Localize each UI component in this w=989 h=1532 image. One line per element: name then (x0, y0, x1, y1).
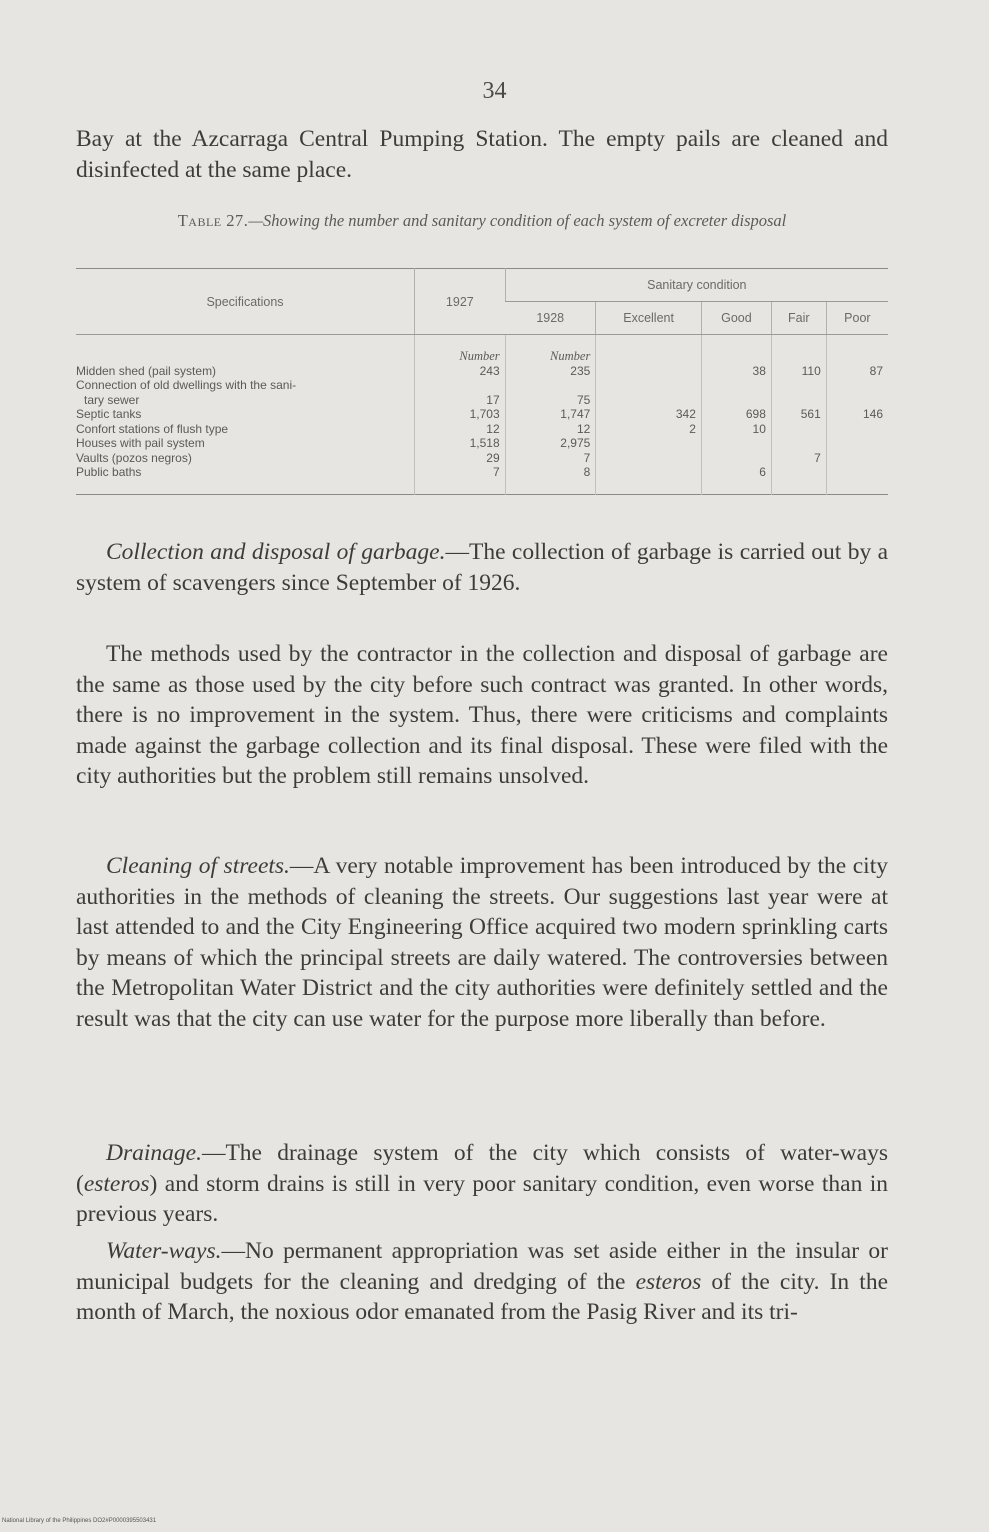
row-spec: Septic tanks (76, 407, 142, 421)
esteros-term: esteros (83, 1170, 150, 1197)
unit-label-1927: Number (415, 335, 506, 364)
table-row (76, 378, 888, 393)
cell-1927: 1,703 (415, 407, 506, 422)
drainage-heading: Drainage. (106, 1140, 202, 1166)
table-row (76, 465, 888, 494)
cell-fair: 561 (771, 407, 826, 422)
streets-heading: Cleaning of streets. (106, 853, 290, 879)
garbage-paragraph (76, 537, 888, 598)
cell-1928: 12 (505, 422, 596, 437)
esteros-term: esteros (635, 1268, 702, 1295)
cell-excellent: 342 (596, 407, 702, 422)
garbage-heading: Collection and disposal of garbage. (106, 539, 446, 565)
col-header-specifications: Specifications (76, 269, 415, 335)
cell-excellent (596, 436, 702, 451)
cell-good (701, 436, 771, 451)
table-row (76, 407, 888, 422)
cell-poor (826, 393, 888, 408)
cell-1927: 12 (415, 422, 506, 437)
cell-excellent (596, 364, 702, 379)
cell-1927 (415, 378, 506, 393)
cell-excellent (596, 393, 702, 408)
cell-poor (826, 451, 888, 466)
cell-1927: 17 (415, 393, 506, 408)
cell-poor: 146 (826, 407, 888, 422)
col-header-1927: 1927 (415, 269, 506, 335)
cell-fair (771, 465, 826, 494)
cell-1927: 1,518 (415, 436, 506, 451)
cell-fair (771, 436, 826, 451)
cell-1928: 75 (505, 393, 596, 408)
page-number: 34 (482, 78, 507, 104)
table-row (76, 422, 888, 437)
cell-poor: 87 (826, 364, 888, 379)
footer-watermark: National Library of the Philippines DO2#P0000395503431 (2, 1518, 157, 1524)
cell-good (701, 378, 771, 393)
garbage-text: —The collection of garbage is carried out by a system of scavengers since September of 1926. (76, 539, 889, 596)
cell-1927: 243 (415, 364, 506, 379)
cell-good (701, 393, 771, 408)
cell-fair: 7 (771, 451, 826, 466)
row-spec: Connection of old dwellings with the sani- (76, 378, 297, 392)
cell-good: 10 (701, 422, 771, 437)
sanitary-condition-table (76, 268, 888, 495)
cell-fair: 110 (771, 364, 826, 379)
col-header-poor: Poor (826, 302, 888, 335)
col-header-fair: Fair (771, 302, 826, 335)
cell-excellent (596, 465, 702, 494)
cell-1927: 7 (415, 465, 506, 494)
table-row (76, 364, 888, 379)
cell-fair (771, 422, 826, 437)
methods-paragraph (76, 639, 888, 792)
cell-good: 698 (701, 407, 771, 422)
cell-1928: 235 (505, 364, 596, 379)
col-header-excellent: Excellent (596, 302, 702, 335)
cell-poor (826, 378, 888, 393)
row-spec: Midden shed (pail system) (76, 363, 217, 378)
table-caption (76, 208, 888, 234)
streets-text: —A very notable improvement has been introduced by the city authorities in the methods of cleaning the streets. Our suggestions last year were at last attended to and the City Engineering Office acquired two modern sprinkling carts by means of which the principal streets are daily watered. The controversies between the Metropolitan Water District and the city authorities were definitely settled and the result was that the city can use water for the purpose more liberally than before. (76, 853, 888, 1032)
waterways-paragraph: Water-ways.—No permanent appropriation was set aside either in the insular or municipal budgets for the cleaning and dredging of the esteros of the city. In the month of March, the noxious odor emanated from the Pasig River and its tri- (76, 1238, 888, 1326)
cell-good: 6 (701, 465, 771, 494)
cell-fair (771, 378, 826, 393)
table-row (76, 436, 888, 451)
table-unit-row (76, 335, 888, 364)
waterways-heading: Water-ways. (106, 1238, 222, 1264)
cell-1928: 2,975 (505, 436, 596, 451)
cell-fair (771, 393, 826, 408)
group-header-sanitary-condition: Sanitary condition (505, 269, 888, 302)
cell-excellent (596, 378, 702, 393)
table-row (76, 451, 888, 466)
cell-1927: 29 (415, 451, 506, 466)
row-spec: Confort stations of flush type (76, 421, 229, 436)
table-caption-text: —Showing the number and sanitary condition of each system of excreter disposal (248, 211, 787, 230)
cell-poor (826, 465, 888, 494)
cell-1928: 7 (505, 451, 596, 466)
intro-paragraph: Bay at the Azcarraga Central Pumping Station. The empty pails are cleaned and disinfected at the same place. (76, 126, 888, 183)
cell-good (701, 451, 771, 466)
drainage-paragraph: Drainage.—The drainage system of the city which consists of water-ways (esteros) and storm drains is still in very poor sanitary condition, even worse than in previous years. (76, 1140, 888, 1228)
streets-paragraph (76, 851, 888, 1035)
table-row (76, 393, 888, 408)
row-spec: Vaults (pozos negros) (76, 450, 192, 465)
row-spec: Houses with pail system (76, 436, 205, 450)
cell-poor (826, 422, 888, 437)
cell-poor (826, 436, 888, 451)
cell-excellent (596, 451, 702, 466)
col-header-good: Good (701, 302, 771, 335)
row-spec: tary sewer (84, 392, 140, 407)
table-caption-lead: Table 27. (177, 211, 249, 230)
row-spec: Public baths (76, 465, 142, 479)
cell-1928: 1,747 (505, 407, 596, 422)
cell-1928 (505, 378, 596, 393)
cell-1928: 8 (505, 465, 596, 494)
col-header-1928: 1928 (505, 302, 596, 335)
cell-good: 38 (701, 364, 771, 379)
methods-text: The methods used by the contractor in the collection and disposal of garbage are the same as those used by the city before such contract was granted. In other words, there is no improvement in the system. Thus, there were criticisms and complaints made against the garbage collection and its final disposal. These were filed with the city authorities but the problem still remains unsolved. (76, 641, 888, 790)
cell-excellent: 2 (596, 422, 702, 437)
unit-label-1928: Number (505, 335, 596, 364)
